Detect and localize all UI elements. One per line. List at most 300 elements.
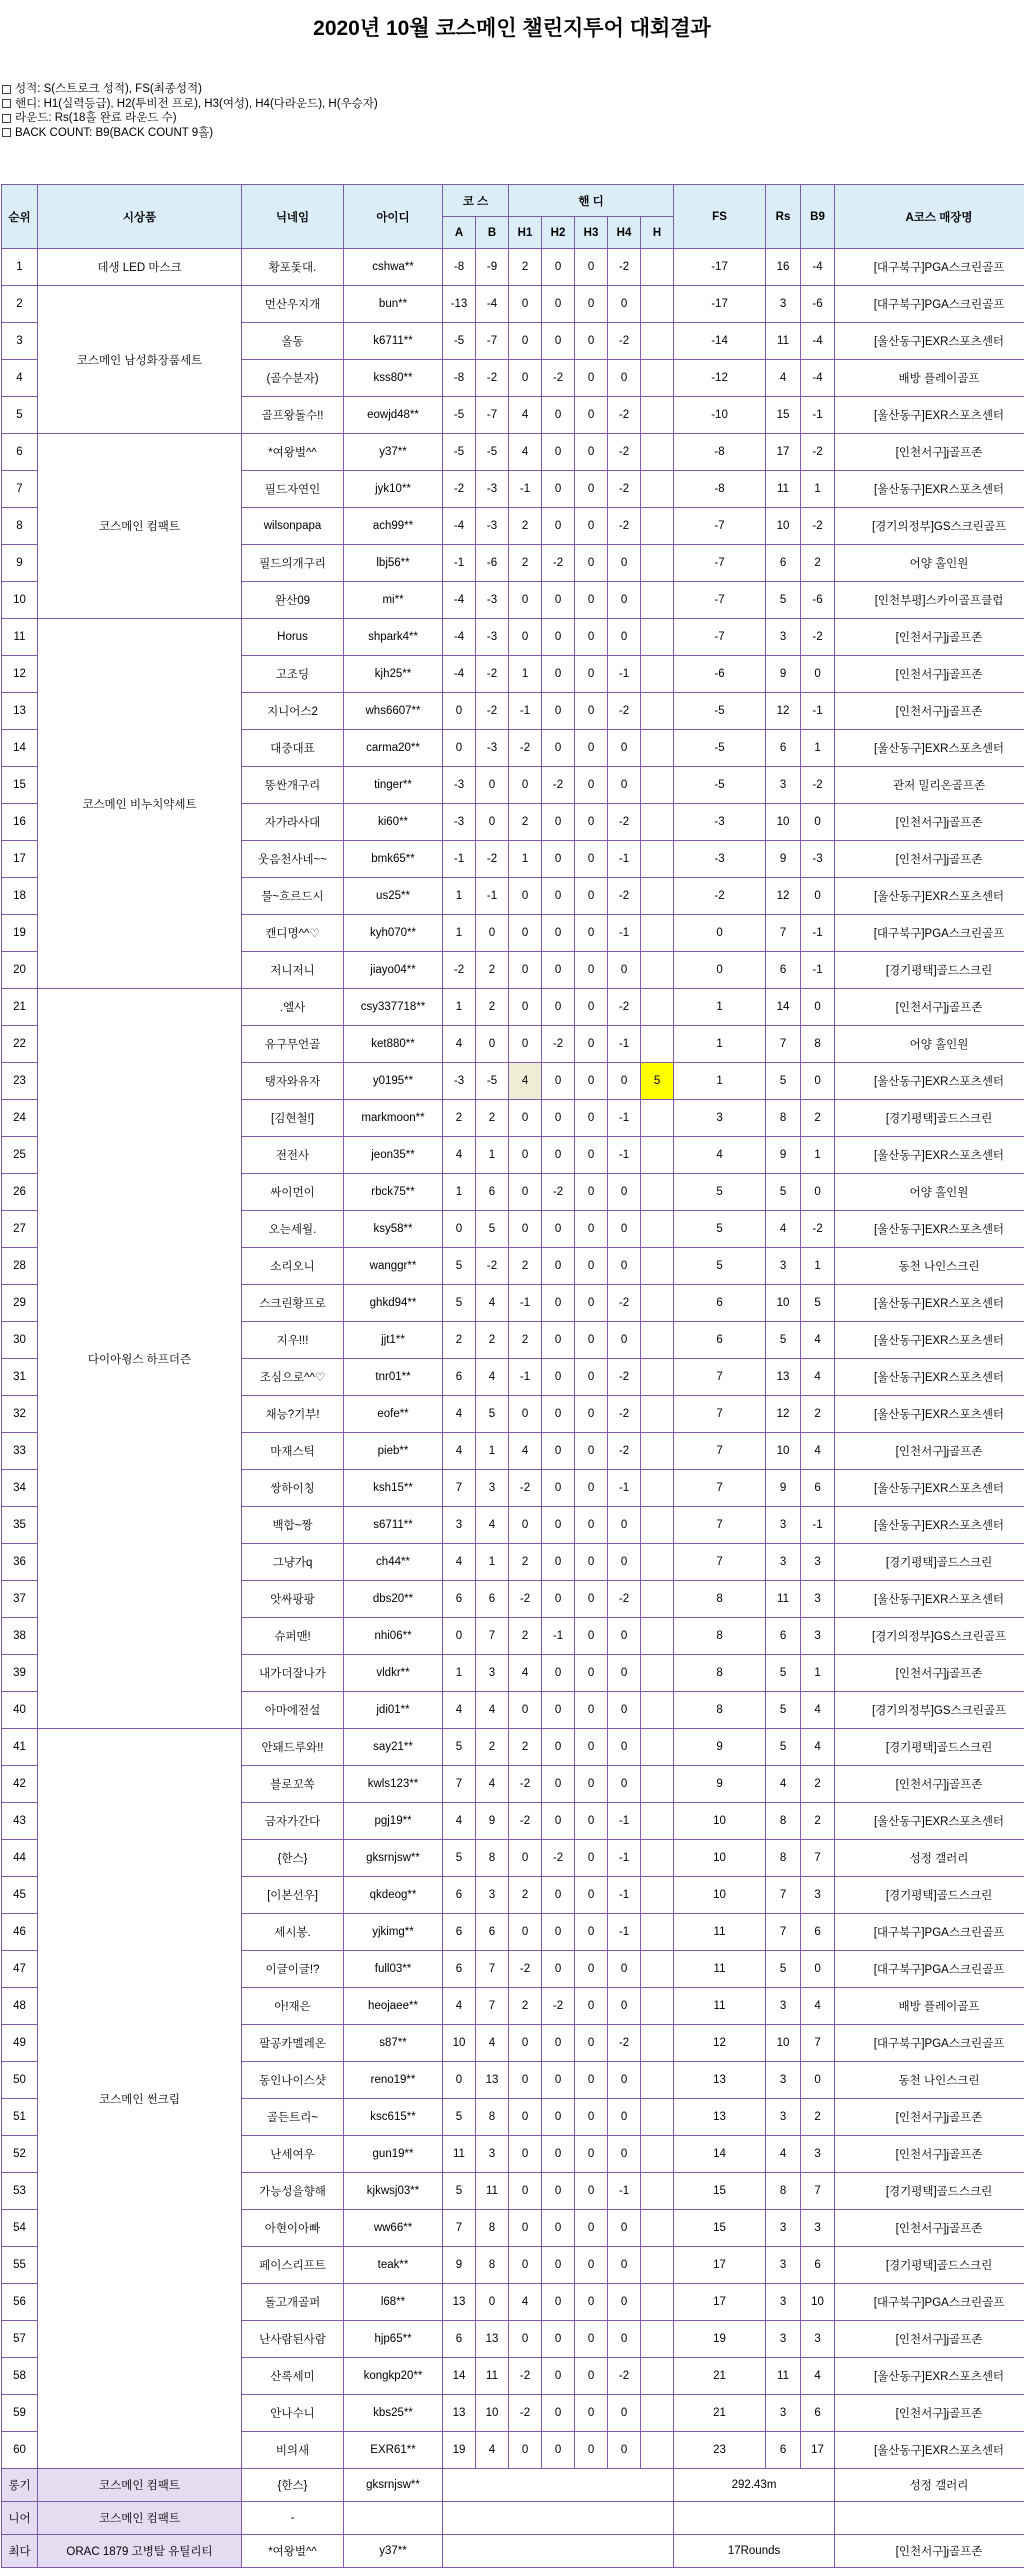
cell-h1: 0 bbox=[509, 2210, 542, 2247]
cell-b: 9 bbox=[476, 1803, 509, 1840]
cell-h3: 0 bbox=[575, 1248, 608, 1285]
cell-fs: 5 bbox=[674, 1211, 766, 1248]
cell-fs: 17 bbox=[674, 2247, 766, 2284]
cell-h3: 0 bbox=[575, 323, 608, 360]
cell-a: 4 bbox=[443, 1544, 476, 1581]
cell-rs: 5 bbox=[766, 1692, 801, 1729]
cell-id: bun** bbox=[344, 286, 443, 323]
cell-h4: 0 bbox=[608, 2247, 641, 2284]
cell-b: 7 bbox=[476, 1951, 509, 1988]
cell-a: 6 bbox=[443, 1951, 476, 1988]
cell-store: [경기평택]골드스크린 bbox=[835, 2173, 1024, 2210]
cell-h1: 2 bbox=[509, 1544, 542, 1581]
cell-b: 2 bbox=[476, 1729, 509, 1766]
cell-h3: 0 bbox=[575, 2358, 608, 2395]
cell-h2: 0 bbox=[542, 1248, 575, 1285]
cell-h1: 4 bbox=[509, 2284, 542, 2321]
cell-h4: 0 bbox=[608, 2395, 641, 2432]
cell-h4: -2 bbox=[608, 1433, 641, 1470]
cell-prize: 데생 LED 마스크 bbox=[38, 249, 242, 286]
cell-h1: 0 bbox=[509, 1692, 542, 1729]
cell-rs: 9 bbox=[766, 1470, 801, 1507]
cell-h bbox=[641, 545, 674, 582]
cell-nickname: 블로꼬쏙 bbox=[242, 1766, 344, 1803]
cell-store: [인천서구]j골프존 bbox=[835, 434, 1024, 471]
cell-h1: 0 bbox=[509, 1174, 542, 1211]
cell-id: ach99** bbox=[344, 508, 443, 545]
cell-b: 5 bbox=[476, 1211, 509, 1248]
cell-rank: 43 bbox=[2, 1803, 38, 1840]
cell-b9: 6 bbox=[801, 1470, 835, 1507]
cell-b: -6 bbox=[476, 545, 509, 582]
cell-b9: 2 bbox=[801, 545, 835, 582]
cell-prize: 코스메인 컴팩트 bbox=[38, 434, 242, 619]
cell-h3: 0 bbox=[575, 1396, 608, 1433]
cell-store: [대구북구]PGA스크린골프 bbox=[835, 2284, 1024, 2321]
cell-store: 어양 홀인원 bbox=[835, 1174, 1024, 1211]
cell-rank: 9 bbox=[2, 545, 38, 582]
cell-h4: 0 bbox=[608, 2284, 641, 2321]
cell-nickname: 아현이아빠 bbox=[242, 2210, 344, 2247]
cell-a: 1 bbox=[443, 915, 476, 952]
cell-a: 1 bbox=[443, 1174, 476, 1211]
cell-fs: 11 bbox=[674, 1988, 766, 2025]
cell-rank: 42 bbox=[2, 1766, 38, 1803]
cell-a: 5 bbox=[443, 2173, 476, 2210]
cell-nickname: [이본선우] bbox=[242, 1877, 344, 1914]
cell-h2: 0 bbox=[542, 508, 575, 545]
cell-id: teak** bbox=[344, 2247, 443, 2284]
cell-h2: 0 bbox=[542, 804, 575, 841]
cell-b: 2 bbox=[476, 952, 509, 989]
cell-fs: 1 bbox=[674, 989, 766, 1026]
cell-rs: 6 bbox=[766, 952, 801, 989]
cell-a: 5 bbox=[443, 1248, 476, 1285]
cell-b9: -1 bbox=[801, 1507, 835, 1544]
cell-h2: 0 bbox=[542, 656, 575, 693]
cell-nickname: 페이스리프트 bbox=[242, 2247, 344, 2284]
cell-rank: 30 bbox=[2, 1322, 38, 1359]
cell-a: -4 bbox=[443, 508, 476, 545]
cell-b9: 4 bbox=[801, 1433, 835, 1470]
cell-h3: 0 bbox=[575, 1100, 608, 1137]
cell-h4: 0 bbox=[608, 2321, 641, 2358]
cell-h4: -1 bbox=[608, 1137, 641, 1174]
cell-nickname: 전전사 bbox=[242, 1137, 344, 1174]
cell-h4: 0 bbox=[608, 1063, 641, 1100]
cell-b: 0 bbox=[476, 915, 509, 952]
cell-a: 0 bbox=[443, 1211, 476, 1248]
cell-fs: 3 bbox=[674, 1100, 766, 1137]
cell-h bbox=[641, 1803, 674, 1840]
cell-h4: 0 bbox=[608, 2210, 641, 2247]
cell-id: us25** bbox=[344, 878, 443, 915]
cell-store: [대구북구]PGA스크린골프 bbox=[835, 2025, 1024, 2062]
cell-h1: 0 bbox=[509, 2432, 542, 2469]
cell-h1: 0 bbox=[509, 2321, 542, 2358]
cell-b9: -4 bbox=[801, 360, 835, 397]
cell-h4: 0 bbox=[608, 619, 641, 656]
cell-rs: 5 bbox=[766, 1322, 801, 1359]
cell-store: [울산동구]EXR스포츠센터 bbox=[835, 1211, 1024, 1248]
cell-h2: 0 bbox=[542, 841, 575, 878]
cell-id: ghkd94** bbox=[344, 1285, 443, 1322]
cell-store: [울산동구]EXR스포츠센터 bbox=[835, 1803, 1024, 1840]
cell-nickname: 올동 bbox=[242, 323, 344, 360]
cell-nickname: 먼산우지개 bbox=[242, 286, 344, 323]
cell-id: ket880** bbox=[344, 1026, 443, 1063]
cell-b: -3 bbox=[476, 471, 509, 508]
award-store: [인천서구]j골프존 bbox=[835, 2535, 1024, 2568]
cell-h1: 0 bbox=[509, 1100, 542, 1137]
cell-b: 13 bbox=[476, 2062, 509, 2099]
cell-h1: -2 bbox=[509, 1803, 542, 1840]
cell-h1: 0 bbox=[509, 2099, 542, 2136]
cell-b9: 4 bbox=[801, 1988, 835, 2025]
cell-prize: 코스메인 남성화장품세트 bbox=[38, 286, 242, 434]
cell-store: [인천서구]j골프존 bbox=[835, 2099, 1024, 2136]
cell-a: -13 bbox=[443, 286, 476, 323]
header-h: H bbox=[641, 217, 674, 249]
cell-h3: 0 bbox=[575, 1803, 608, 1840]
cell-store: [경기평택]골드스크린 bbox=[835, 1100, 1024, 1137]
cell-h2: 0 bbox=[542, 1470, 575, 1507]
cell-h bbox=[641, 1396, 674, 1433]
cell-h4: 0 bbox=[608, 1322, 641, 1359]
cell-b: 5 bbox=[476, 1396, 509, 1433]
cell-rs: 5 bbox=[766, 1951, 801, 1988]
cell-rank: 36 bbox=[2, 1544, 38, 1581]
cell-h4: -1 bbox=[608, 656, 641, 693]
cell-store: 관저 밀리온골프존 bbox=[835, 767, 1024, 804]
cell-rs: 11 bbox=[766, 471, 801, 508]
cell-b9: 4 bbox=[801, 1729, 835, 1766]
cell-nickname: 안돼드루와!! bbox=[242, 1729, 344, 1766]
cell-store: [인천서구]j골프존 bbox=[835, 1766, 1024, 1803]
cell-h bbox=[641, 1137, 674, 1174]
cell-id: yjkimg** bbox=[344, 1914, 443, 1951]
cell-a: -4 bbox=[443, 619, 476, 656]
cell-h1: 0 bbox=[509, 1914, 542, 1951]
header-id: 아이디 bbox=[344, 185, 443, 249]
cell-h3: 0 bbox=[575, 619, 608, 656]
cell-rank: 16 bbox=[2, 804, 38, 841]
cell-store: 동천 나인스크린 bbox=[835, 1248, 1024, 1285]
cell-h3: 0 bbox=[575, 1285, 608, 1322]
cell-h1: 1 bbox=[509, 841, 542, 878]
cell-nickname: 똥싼개구리 bbox=[242, 767, 344, 804]
cell-a: -1 bbox=[443, 841, 476, 878]
cell-nickname: 앗싸팡팡 bbox=[242, 1581, 344, 1618]
note-text: 성적: S(스트로크 성적), FS(최종성적) bbox=[15, 82, 202, 97]
cell-h1: -2 bbox=[509, 1581, 542, 1618]
cell-fs: 7 bbox=[674, 1433, 766, 1470]
cell-h4: -2 bbox=[608, 804, 641, 841]
cell-fs: 15 bbox=[674, 2173, 766, 2210]
cell-fs: -7 bbox=[674, 619, 766, 656]
cell-store: [경기평택]골드스크린 bbox=[835, 952, 1024, 989]
cell-a: -3 bbox=[443, 767, 476, 804]
cell-a: -5 bbox=[443, 434, 476, 471]
cell-a: 9 bbox=[443, 2247, 476, 2284]
cell-id: eowjd48** bbox=[344, 397, 443, 434]
cell-rank: 18 bbox=[2, 878, 38, 915]
cell-store: [경기의정부]GS스크린골프 bbox=[835, 1618, 1024, 1655]
cell-id: full03** bbox=[344, 1951, 443, 1988]
cell-store: [울산동구]EXR스포츠센터 bbox=[835, 323, 1024, 360]
cell-b: 4 bbox=[476, 1359, 509, 1396]
cell-h3: 0 bbox=[575, 2321, 608, 2358]
cell-id: jyk10** bbox=[344, 471, 443, 508]
cell-b: -5 bbox=[476, 434, 509, 471]
cell-b9: -1 bbox=[801, 952, 835, 989]
cell-nickname: 지니어스2 bbox=[242, 693, 344, 730]
cell-b9: 17 bbox=[801, 2432, 835, 2469]
table-row bbox=[2, 434, 1024, 471]
cell-h2: -2 bbox=[542, 1026, 575, 1063]
cell-nickname: 마재스틱 bbox=[242, 1433, 344, 1470]
cell-rank: 56 bbox=[2, 2284, 38, 2321]
cell-rank: 22 bbox=[2, 1026, 38, 1063]
cell-rs: 6 bbox=[766, 730, 801, 767]
cell-rank: 37 bbox=[2, 1581, 38, 1618]
cell-rs: 6 bbox=[766, 1618, 801, 1655]
cell-store: [울산동구]EXR스포츠센터 bbox=[835, 1359, 1024, 1396]
cell-rank: 12 bbox=[2, 656, 38, 693]
cell-h4: 0 bbox=[608, 1951, 641, 1988]
award-record bbox=[674, 2502, 835, 2535]
cell-h bbox=[641, 730, 674, 767]
header-handi: 핸 디 bbox=[509, 185, 674, 217]
cell-h bbox=[641, 1174, 674, 1211]
cell-h bbox=[641, 2062, 674, 2099]
cell-h3: 0 bbox=[575, 1507, 608, 1544]
cell-fs: -7 bbox=[674, 582, 766, 619]
cell-b9: -1 bbox=[801, 915, 835, 952]
cell-b9: 7 bbox=[801, 2173, 835, 2210]
cell-rank: 39 bbox=[2, 1655, 38, 1692]
cell-store: [울산동구]EXR스포츠센터 bbox=[835, 878, 1024, 915]
cell-rs: 3 bbox=[766, 2210, 801, 2247]
cell-h2: 0 bbox=[542, 619, 575, 656]
cell-b9: 0 bbox=[801, 1174, 835, 1211]
cell-b9: 3 bbox=[801, 1877, 835, 1914]
cell-fs: -12 bbox=[674, 360, 766, 397]
cell-h2: 0 bbox=[542, 2321, 575, 2358]
cell-id: jeon35** bbox=[344, 1137, 443, 1174]
cell-h3: 0 bbox=[575, 2395, 608, 2432]
legend-notes bbox=[2, 82, 378, 140]
cell-h3: 0 bbox=[575, 1877, 608, 1914]
cell-fs: 10 bbox=[674, 1840, 766, 1877]
cell-nickname: (골수분자) bbox=[242, 360, 344, 397]
cell-h3: 0 bbox=[575, 989, 608, 1026]
cell-a: 1 bbox=[443, 878, 476, 915]
cell-b: 10 bbox=[476, 2395, 509, 2432]
cell-store: [울산동구]EXR스포츠센터 bbox=[835, 1470, 1024, 1507]
cell-b: 4 bbox=[476, 1285, 509, 1322]
cell-id: nhi06** bbox=[344, 1618, 443, 1655]
cell-h3: 0 bbox=[575, 915, 608, 952]
cell-h1: 0 bbox=[509, 2062, 542, 2099]
cell-id: s6711** bbox=[344, 1507, 443, 1544]
cell-a: 19 bbox=[443, 2432, 476, 2469]
cell-h4: 0 bbox=[608, 1544, 641, 1581]
cell-h2: -2 bbox=[542, 545, 575, 582]
cell-h4: -2 bbox=[608, 323, 641, 360]
note-text: 핸디: H1(실력등급), H2(투비전 프로), H3(여성), H4(다라운드), H(우승자) bbox=[15, 97, 378, 112]
header-h2: H2 bbox=[542, 217, 575, 249]
cell-rs: 6 bbox=[766, 545, 801, 582]
cell-h bbox=[641, 1470, 674, 1507]
cell-b: -7 bbox=[476, 323, 509, 360]
cell-rs: 5 bbox=[766, 1174, 801, 1211]
cell-nickname: 난사람된사람 bbox=[242, 2321, 344, 2358]
cell-rank: 3 bbox=[2, 323, 38, 360]
cell-rank: 32 bbox=[2, 1396, 38, 1433]
cell-h1: 2 bbox=[509, 1877, 542, 1914]
cell-h bbox=[641, 2395, 674, 2432]
cell-rank: 28 bbox=[2, 1248, 38, 1285]
cell-rs: 16 bbox=[766, 249, 801, 286]
cell-h3: 0 bbox=[575, 1840, 608, 1877]
cell-nickname: 완산09 bbox=[242, 582, 344, 619]
cell-a: 4 bbox=[443, 1396, 476, 1433]
cell-h4: 0 bbox=[608, 1248, 641, 1285]
cell-fs: 5 bbox=[674, 1174, 766, 1211]
cell-nickname: 비의새 bbox=[242, 2432, 344, 2469]
cell-rs: 3 bbox=[766, 2247, 801, 2284]
cell-h3: 0 bbox=[575, 1766, 608, 1803]
cell-fs: -17 bbox=[674, 249, 766, 286]
cell-rank: 49 bbox=[2, 2025, 38, 2062]
cell-nickname: .엘사 bbox=[242, 989, 344, 1026]
cell-h2: 0 bbox=[542, 693, 575, 730]
cell-h bbox=[641, 2284, 674, 2321]
cell-fs: 7 bbox=[674, 1544, 766, 1581]
cell-a: -8 bbox=[443, 249, 476, 286]
cell-h bbox=[641, 1359, 674, 1396]
cell-id: ww66** bbox=[344, 2210, 443, 2247]
cell-fs: 5 bbox=[674, 1248, 766, 1285]
cell-h3: 0 bbox=[575, 1544, 608, 1581]
cell-id: jjt1** bbox=[344, 1322, 443, 1359]
cell-h1: 0 bbox=[509, 1026, 542, 1063]
cell-store: [대구북구]PGA스크린골프 bbox=[835, 249, 1024, 286]
cell-b9: 4 bbox=[801, 1692, 835, 1729]
cell-h bbox=[641, 434, 674, 471]
cell-nickname: 내가더잘나가 bbox=[242, 1655, 344, 1692]
cell-h bbox=[641, 952, 674, 989]
cell-h4: -2 bbox=[608, 1359, 641, 1396]
cell-id: dbs20** bbox=[344, 1581, 443, 1618]
cell-h2: 0 bbox=[542, 1433, 575, 1470]
cell-h1: -1 bbox=[509, 693, 542, 730]
cell-b: 13 bbox=[476, 2321, 509, 2358]
cell-fs: 21 bbox=[674, 2358, 766, 2395]
cell-h4: 0 bbox=[608, 1174, 641, 1211]
note-text: BACK COUNT: B9(BACK COUNT 9홀) bbox=[15, 126, 213, 141]
cell-b: -2 bbox=[476, 360, 509, 397]
cell-h2: 0 bbox=[542, 2210, 575, 2247]
cell-h bbox=[641, 1914, 674, 1951]
cell-b: 11 bbox=[476, 2173, 509, 2210]
cell-nickname: 싸이먼이 bbox=[242, 1174, 344, 1211]
cell-h bbox=[641, 1951, 674, 1988]
cell-rs: 7 bbox=[766, 1877, 801, 1914]
cell-id: mi** bbox=[344, 582, 443, 619]
cell-rs: 8 bbox=[766, 1803, 801, 1840]
cell-nickname: 대중대표 bbox=[242, 730, 344, 767]
cell-h4: -1 bbox=[608, 1026, 641, 1063]
cell-h4: 0 bbox=[608, 1988, 641, 2025]
cell-b: 8 bbox=[476, 2247, 509, 2284]
cell-h bbox=[641, 2025, 674, 2062]
cell-rs: 10 bbox=[766, 2025, 801, 2062]
cell-id: gksrnjsw** bbox=[344, 1840, 443, 1877]
cell-nickname: 조심으로^^♡ bbox=[242, 1359, 344, 1396]
cell-rank: 58 bbox=[2, 2358, 38, 2395]
award-row bbox=[2, 2535, 1024, 2568]
cell-b9: 0 bbox=[801, 656, 835, 693]
cell-h1: 0 bbox=[509, 1137, 542, 1174]
cell-h4: -1 bbox=[608, 1470, 641, 1507]
cell-h2: -2 bbox=[542, 1988, 575, 2025]
cell-h2: 0 bbox=[542, 397, 575, 434]
cell-rank: 51 bbox=[2, 2099, 38, 2136]
cell-h1: 0 bbox=[509, 2136, 542, 2173]
cell-h3: 0 bbox=[575, 1692, 608, 1729]
cell-fs: -17 bbox=[674, 286, 766, 323]
cell-h3: 0 bbox=[575, 2247, 608, 2284]
cell-h bbox=[641, 1544, 674, 1581]
cell-h bbox=[641, 841, 674, 878]
cell-nickname: 물~흐르드시 bbox=[242, 878, 344, 915]
cell-rs: 8 bbox=[766, 1100, 801, 1137]
cell-id: carma20** bbox=[344, 730, 443, 767]
cell-b9: 8 bbox=[801, 1026, 835, 1063]
cell-b9: 3 bbox=[801, 1618, 835, 1655]
cell-h1: -2 bbox=[509, 1951, 542, 1988]
cell-b9: 0 bbox=[801, 878, 835, 915]
cell-h1: 2 bbox=[509, 1988, 542, 2025]
cell-h4: 0 bbox=[608, 360, 641, 397]
cell-nickname: 오는세월. bbox=[242, 1211, 344, 1248]
cell-h bbox=[641, 1766, 674, 1803]
cell-h2: 0 bbox=[542, 2358, 575, 2395]
note-text: 라운드: Rs(18홀 완료 라운드 수) bbox=[15, 111, 177, 126]
cell-nickname: 산록세미 bbox=[242, 2358, 344, 2395]
cell-rank: 6 bbox=[2, 434, 38, 471]
cell-h4: 0 bbox=[608, 2136, 641, 2173]
cell-h1: 0 bbox=[509, 1396, 542, 1433]
cell-b: 8 bbox=[476, 1840, 509, 1877]
cell-b: -3 bbox=[476, 619, 509, 656]
cell-rs: 9 bbox=[766, 1137, 801, 1174]
cell-h3: 0 bbox=[575, 397, 608, 434]
cell-a: 0 bbox=[443, 693, 476, 730]
cell-store: 동천 나인스크린 bbox=[835, 2062, 1024, 2099]
cell-rank: 25 bbox=[2, 1137, 38, 1174]
cell-rs: 10 bbox=[766, 804, 801, 841]
table-row bbox=[2, 989, 1024, 1026]
cell-h1: 0 bbox=[509, 1507, 542, 1544]
cell-id: ch44** bbox=[344, 1544, 443, 1581]
cell-h1: 2 bbox=[509, 545, 542, 582]
cell-b9: 6 bbox=[801, 2247, 835, 2284]
cell-h bbox=[641, 2432, 674, 2469]
award-row bbox=[2, 2502, 1024, 2535]
